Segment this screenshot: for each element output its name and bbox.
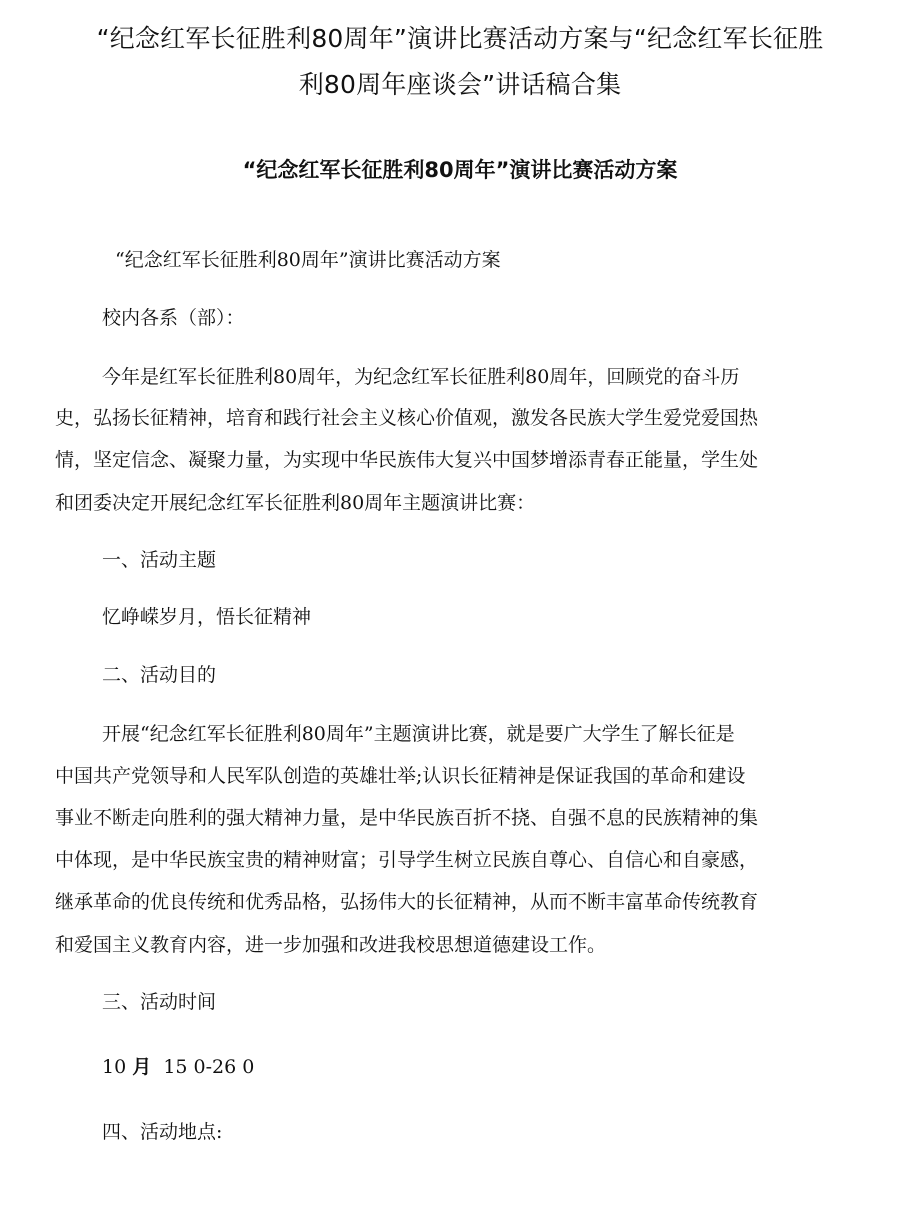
section-1-heading: 一、活动主题 bbox=[102, 549, 217, 571]
section-4-heading: 四、活动地点: bbox=[102, 1121, 223, 1143]
plan-heading: “纪念红军长征胜利80周年”演讲比赛活动方案 bbox=[115, 249, 501, 271]
section-2-line-6: 和爱国主义教育内容，进一步加强和改进我校思想道德建设工作。 bbox=[55, 934, 607, 956]
section-2-line-4: 中体现，是中华民族宝贵的精神财富；引导学生树立民族自尊心、自信心和自豪感， bbox=[55, 849, 759, 871]
section-1-content: 忆峥嵘岁月，悟长征精神 bbox=[102, 606, 312, 628]
document-main-title bbox=[60, 16, 860, 108]
section-3-heading: 三、活动时间 bbox=[102, 991, 217, 1013]
main-title-line-1: “纪念红军长征胜利80周年”演讲比赛活动方案与“纪念红军长征胜 bbox=[96, 24, 824, 53]
section-2-line-3: 事业不断走向胜利的强大精神力量，是中华民族百折不挠、自强不息的民族精神的集 bbox=[55, 807, 759, 829]
intro-line-4: 和团委决定开展纪念红军长征胜利80周年主题演讲比赛： bbox=[55, 492, 536, 514]
section-2-line-1: 开展“纪念红军长征胜利80周年”主题演讲比赛，就是要广大学生了解长征是 bbox=[102, 723, 735, 745]
section-2-line-5: 继承革命的优良传统和优秀品格，弘扬伟大的长征精神，从而不断丰富革命传统教育 bbox=[55, 891, 759, 913]
intro-line-3: 情，坚定信念、凝聚力量，为实现中华民族伟大复兴中国梦增添青春正能量，学生处 bbox=[55, 449, 759, 471]
main-title-line-2: 利80周年座谈会”讲话稿合集 bbox=[298, 70, 622, 99]
date-month-number: 10 bbox=[102, 1056, 133, 1078]
section-3-date bbox=[102, 1054, 254, 1080]
date-range: 15 0-26 0 bbox=[151, 1056, 255, 1078]
date-month-char: 月 bbox=[132, 1056, 152, 1078]
salutation: 校内各系（部）： bbox=[102, 307, 245, 329]
section-2-heading: 二、活动目的 bbox=[102, 664, 217, 686]
section-2-line-2: 中国共产党领导和人民军队创造的英雄壮举;认识长征精神是保证我国的革命和建设 bbox=[55, 765, 746, 787]
intro-line-1: 今年是红军长征胜利80周年，为纪念红军长征胜利80周年，回顾党的奋斗历 bbox=[102, 366, 740, 388]
intro-line-2: 史，弘扬长征精神，培育和践行社会主义核心价值观，激发各民族大学生爱党爱国热 bbox=[55, 407, 759, 429]
section-title: “纪念红军长征胜利80周年”演讲比赛活动方案 bbox=[242, 158, 678, 182]
